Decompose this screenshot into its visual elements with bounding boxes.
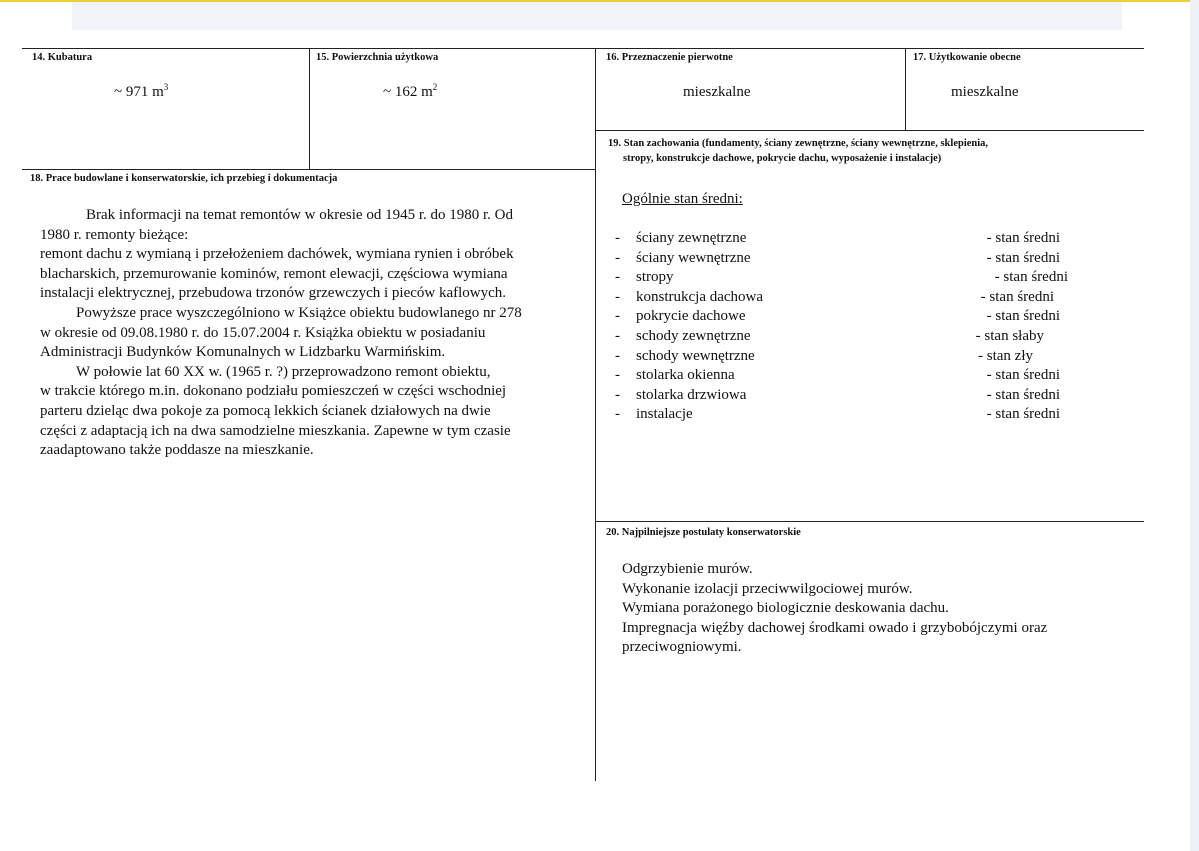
section-18-line: Powyższe prace wyszczególniono w Książce obiektu budowlanego nr 278 [76, 304, 522, 321]
condition-element: schody zewnętrzne [636, 327, 751, 344]
divider-left-right [595, 48, 596, 781]
condition-state: - stan średni [986, 230, 1060, 246]
condition-element: schody wewnętrzne [636, 347, 755, 364]
rule-above-18 [22, 169, 595, 170]
condition-state: - stan średni [986, 406, 1060, 423]
postulate-line: Odgrzybienie murów. [622, 561, 753, 577]
section-18-line: W połowie lat 60 XX w. (1965 r. ?) przeprowadzono remont obiektu, [76, 363, 491, 380]
condition-element: konstrukcja dachowa [636, 288, 764, 305]
condition-element: pokrycie dachowe [636, 308, 746, 325]
field-15-value: ~ 162 $m^2$ [383, 82, 438, 100]
divider-14-15 [309, 48, 310, 170]
divider-16-17 [905, 48, 906, 130]
condition-list [615, 230, 1068, 426]
section-19-label-line: stropy, konstrukcje dachowe, pokrycie dachu, wyposażenie i instalacje) [623, 153, 942, 164]
condition-state: - stan średni [986, 249, 1060, 266]
section-18-line: instalacji elektrycznej, przebudowa trzonów grzewczych i pieców kaflowych. [40, 285, 507, 302]
field-14-superscript: 3 [163, 82, 169, 92]
postulate-line: przeciwogniowymi. [622, 639, 742, 656]
section-18-line: 1980 r. remonty bieżące: [40, 226, 189, 243]
section-20-label: 20. Najpilniejsze postulaty konserwatorskie [606, 527, 801, 538]
condition-item: - schody zewnętrzne - stan słaby [615, 327, 1044, 344]
condition-state: - stan średni [986, 367, 1060, 384]
postulate-line: Wykonanie izolacji przeciwwilgociowej murów. [622, 580, 913, 597]
section-18-line: Brak informacji na temat remontów w okresie od 1945 r. do 1980 r. Od [86, 207, 513, 223]
condition-item: - ściany zewnętrzne - stan średni [615, 230, 1060, 246]
condition-element: ściany wewnętrzne [636, 249, 751, 266]
condition-item: - stolarka drzwiowa - stan średni [615, 386, 1060, 403]
condition-element: instalacje [636, 406, 693, 423]
rule-above-20 [595, 521, 1144, 522]
postulate-line: Wymiana porażonego biologicznie deskowania dachu. [622, 600, 949, 617]
condition-state: - stan średni [980, 288, 1054, 305]
field-14-label: 14. Kubatura [32, 52, 93, 63]
condition-state: - stan słaby [975, 327, 1044, 344]
condition-element: stropy [636, 269, 674, 286]
field-14-value: ~ 971 $m^3$ [114, 82, 169, 100]
section-18-label: 18. Prace budowlane i konserwatorskie, ich przebieg i dokumentacja [30, 173, 338, 184]
condition-state: - stan średni [986, 308, 1060, 325]
section-18-line: remont dachu z wymianą i przełożeniem dachówek, wymiana rynien i obróbek [40, 246, 514, 263]
section-18-line: zaadaptowano także poddasze na mieszkanie. [40, 442, 314, 459]
condition-element: ściany zewnętrzne [636, 230, 747, 246]
section-18-line: parteru dzieląc dwa pokoje za pomocą lekkich ścianek działowych na dwie [40, 402, 491, 419]
general-condition: Ogólnie stan średni: [622, 191, 743, 207]
section-18-line: w okresie od 09.08.1980 r. do 15.07.2004 r. Książka obiektu w posiadaniu [40, 324, 486, 341]
condition-item: - stolarka okienna - stan średni [615, 367, 1060, 384]
condition-item: - stropy - stan średni [615, 269, 1068, 286]
field-16-label: 16. Przeznaczenie pierwotne [606, 52, 733, 63]
condition-element: stolarka drzwiowa [636, 386, 747, 403]
field-17-label: 17. Użytkowanie obecne [913, 52, 1021, 63]
section-19-label [608, 136, 1128, 166]
condition-element: stolarka okienna [636, 367, 735, 384]
field-15-label: 15. Powierzchnia użytkowa [316, 52, 439, 63]
condition-item: - instalacje - stan średni [615, 406, 1060, 423]
condition-state: - stan zły [978, 347, 1033, 364]
postulates-text [622, 560, 1047, 658]
condition-item: - konstrukcja dachowa - stan średni [615, 288, 1054, 305]
condition-item: - pokrycie dachowe - stan średni [615, 308, 1060, 325]
postulate-line: Impregnacja więźby dachowej środkami owado i grzybobójczymi oraz [622, 619, 1048, 636]
condition-state: - stan średni [986, 386, 1060, 403]
section-18-line: Administracji Budynków Komunalnych w Lidzbarku Warmińskim. [40, 344, 446, 361]
section-18-line: blacharskich, przemurowanie kominów, remont elewacji, częściowa wymiana [40, 265, 508, 282]
rule-above-19 [595, 130, 1144, 131]
section-18-line: w trakcie którego m.in. dokonano podziału pomieszczeń w części wschodniej [40, 383, 507, 400]
section-18-text [40, 206, 522, 461]
top-rule [22, 48, 1144, 49]
scan-header-band [72, 2, 1122, 30]
section-18-line: części z adaptacją ich na dwa samodzielne mieszkania. Zapewne w tym czasie [40, 422, 511, 439]
condition-item: - schody wewnętrzne - stan zły [615, 347, 1033, 364]
field-15-superscript: 2 [432, 82, 438, 92]
condition-item: - ściany wewnętrzne - stan średni [615, 249, 1060, 266]
section-19-label-line: 19. Stan zachowania (fundamenty, ściany zewnętrzne, ściany wewnętrzne, sklepienia, [608, 138, 989, 149]
condition-state: - stan średni [994, 269, 1068, 286]
field-16-value: mieszkalne [683, 84, 751, 100]
scan-right-edge [1190, 0, 1199, 851]
field-17-value: mieszkalne [951, 84, 1019, 100]
